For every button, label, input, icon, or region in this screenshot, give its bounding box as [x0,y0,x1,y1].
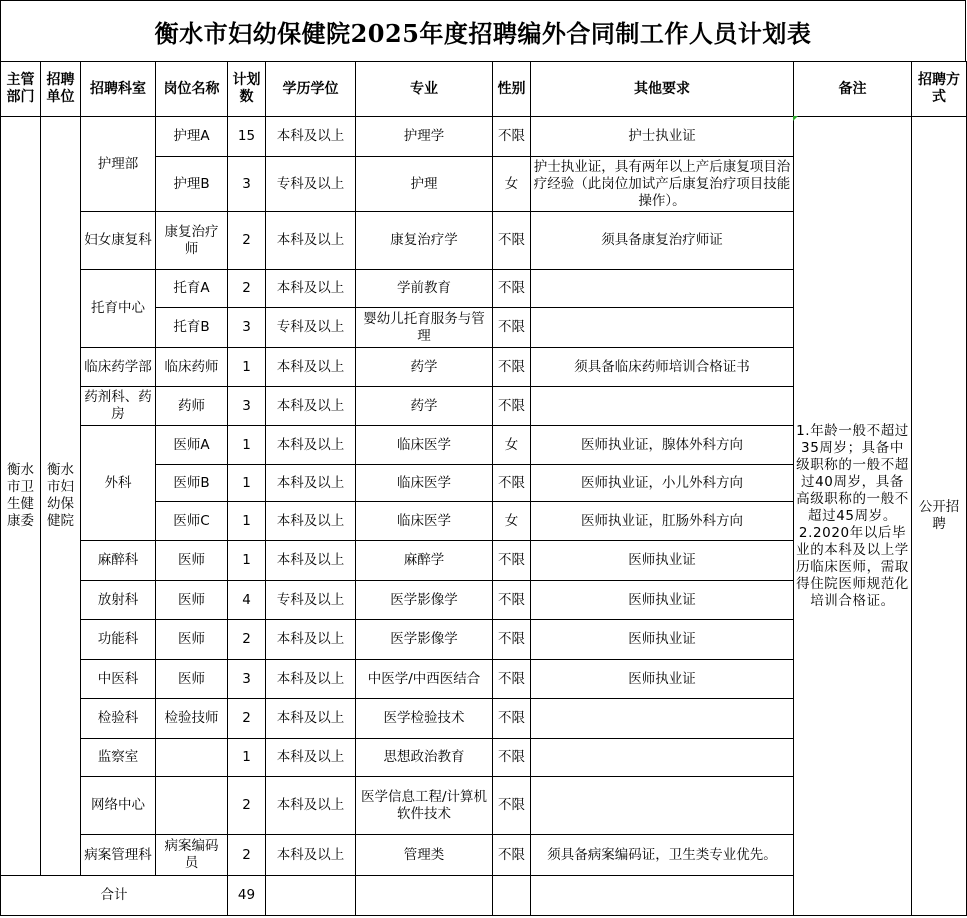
major-cell: 康复治疗学 [356,212,493,270]
section-cell: 外科 [81,426,156,541]
position-cell: 医师A [156,426,228,465]
position-cell: 托育B [156,308,228,348]
other-cell [531,270,794,308]
other-cell: 护士执业证 [531,117,794,157]
other-cell [531,387,794,426]
position-cell: 护理A [156,117,228,157]
edu-cell: 本科及以上 [266,777,356,835]
major-cell: 护理学 [356,117,493,157]
edu-cell: 本科及以上 [266,502,356,541]
edu-cell: 本科及以上 [266,270,356,308]
count-cell: 2 [228,835,266,876]
table-row [1,117,967,157]
count-cell: 4 [228,581,266,620]
gender-cell: 不限 [493,387,531,426]
position-cell: 临床药师 [156,348,228,387]
header-method: 招聘方式 [912,62,967,117]
header-row [1,62,967,117]
section-cell: 妇女康复科 [81,212,156,270]
major-cell: 医学检验技术 [356,699,493,739]
position-cell: 病案编码员 [156,835,228,876]
major-cell: 婴幼儿托育服务与管理 [356,308,493,348]
edu-cell: 本科及以上 [266,348,356,387]
dept-cell: 衡水市卫生健康委 [1,117,41,876]
unit-cell: 衡水市妇幼保健院 [41,117,81,876]
major-cell: 管理类 [356,835,493,876]
gender-cell: 女 [493,502,531,541]
count-cell: 1 [228,426,266,465]
position-cell: 托育A [156,270,228,308]
count-cell: 1 [228,465,266,502]
gender-cell: 不限 [493,620,531,660]
total-count: 49 [228,876,266,916]
major-cell: 护理 [356,157,493,212]
section-cell: 药剂科、药房 [81,387,156,426]
major-cell: 医学影像学 [356,581,493,620]
major-cell: 中医学/中西医结合 [356,660,493,699]
position-cell: 药师 [156,387,228,426]
other-cell [531,308,794,348]
gender-cell: 不限 [493,660,531,699]
section-cell: 监察室 [81,739,156,777]
gender-cell: 不限 [493,541,531,581]
header-unit: 招聘单位 [41,62,81,117]
edu-cell: 专科及以上 [266,581,356,620]
cell-comment-marker [793,116,798,121]
other-cell: 须具备康复治疗师证 [531,212,794,270]
section-cell: 临床药学部 [81,348,156,387]
gender-cell: 不限 [493,777,531,835]
total-label: 合计 [1,876,228,916]
edu-cell: 专科及以上 [266,308,356,348]
other-cell: 医师执业证 [531,620,794,660]
major-cell: 医学影像学 [356,620,493,660]
header-major: 专业 [356,62,493,117]
gender-cell: 不限 [493,835,531,876]
gender-cell: 不限 [493,308,531,348]
header-edu: 学历学位 [266,62,356,117]
position-cell: 医师 [156,660,228,699]
other-cell: 医师执业证，小儿外科方向 [531,465,794,502]
gender-cell: 不限 [493,699,531,739]
header-gender: 性别 [493,62,531,117]
recruitment-plan-table [0,61,967,916]
section-cell: 护理部 [81,117,156,212]
section-cell: 麻醉科 [81,541,156,581]
header-remark: 备注 [794,62,912,117]
other-cell: 须具备临床药师培训合格证书 [531,348,794,387]
gender-cell: 不限 [493,348,531,387]
edu-cell: 本科及以上 [266,212,356,270]
major-cell: 临床医学 [356,426,493,465]
header-section: 招聘科室 [81,62,156,117]
edu-cell: 本科及以上 [266,699,356,739]
position-cell: 医师 [156,581,228,620]
edu-cell: 本科及以上 [266,387,356,426]
gender-cell: 不限 [493,581,531,620]
gender-cell: 女 [493,426,531,465]
count-cell: 2 [228,620,266,660]
count-cell: 15 [228,117,266,157]
edu-cell: 本科及以上 [266,739,356,777]
position-cell: 检验技师 [156,699,228,739]
header-other: 其他要求 [531,62,794,117]
major-cell: 思想政治教育 [356,739,493,777]
count-cell: 3 [228,660,266,699]
position-cell [156,739,228,777]
edu-cell: 本科及以上 [266,426,356,465]
position-cell: 医师B [156,465,228,502]
other-cell: 须具备病案编码证，卫生类专业优先。 [531,835,794,876]
major-cell: 医学信息工程/计算机软件技术 [356,777,493,835]
position-cell: 医师C [156,502,228,541]
other-cell: 医师执业证 [531,581,794,620]
gender-cell: 不限 [493,739,531,777]
header-dept: 主管部门 [1,62,41,117]
edu-cell: 本科及以上 [266,465,356,502]
gender-cell: 不限 [493,270,531,308]
position-cell: 康复治疗师 [156,212,228,270]
gender-cell: 不限 [493,212,531,270]
edu-cell: 本科及以上 [266,541,356,581]
section-cell: 放射科 [81,581,156,620]
position-cell: 医师 [156,620,228,660]
count-cell: 3 [228,308,266,348]
total-empty-other [531,876,794,916]
other-cell [531,777,794,835]
header-count: 计划数 [228,62,266,117]
header-position: 岗位名称 [156,62,228,117]
section-cell: 托育中心 [81,270,156,348]
other-cell: 医师执业证，腺体外科方向 [531,426,794,465]
count-cell: 3 [228,387,266,426]
edu-cell: 本科及以上 [266,620,356,660]
page-title: 衡水市妇幼保健院2025年度招聘编外合同制工作人员计划表 [0,0,966,61]
gender-cell: 女 [493,157,531,212]
remark-cell: 1.年龄一般不超过35周岁；具备中级职称的一般不超过40周岁，具备高级职称的一般不超过45周岁。2.2020年以后毕业的本科及以上学历临床医师，需取得住院医师规范化培训合格证。 [794,117,912,916]
other-cell [531,699,794,739]
gender-cell: 不限 [493,465,531,502]
gender-cell: 不限 [493,117,531,157]
section-cell: 检验科 [81,699,156,739]
total-empty-edu [266,876,356,916]
major-cell: 药学 [356,348,493,387]
method-cell: 公开招聘 [912,117,967,916]
other-cell: 护士执业证，具有两年以上产后康复项目治疗经验（此岗位加试产后康复治疗项目技能操作）。 [531,157,794,212]
edu-cell: 专科及以上 [266,157,356,212]
other-cell: 医师执业证，肛肠外科方向 [531,502,794,541]
count-cell: 3 [228,157,266,212]
count-cell: 1 [228,739,266,777]
major-cell: 麻醉学 [356,541,493,581]
total-empty-gender [493,876,531,916]
position-cell: 医师 [156,541,228,581]
position-cell: 护理B [156,157,228,212]
count-cell: 2 [228,270,266,308]
other-cell: 医师执业证 [531,541,794,581]
count-cell: 1 [228,502,266,541]
major-cell: 学前教育 [356,270,493,308]
edu-cell: 本科及以上 [266,117,356,157]
count-cell: 2 [228,777,266,835]
section-cell: 功能科 [81,620,156,660]
major-cell: 临床医学 [356,502,493,541]
major-cell: 药学 [356,387,493,426]
section-cell: 网络中心 [81,777,156,835]
section-cell: 中医科 [81,660,156,699]
count-cell: 2 [228,699,266,739]
section-cell: 病案管理科 [81,835,156,876]
count-cell: 1 [228,348,266,387]
major-cell: 临床医学 [356,465,493,502]
other-cell [531,739,794,777]
edu-cell: 本科及以上 [266,660,356,699]
count-cell: 2 [228,212,266,270]
count-cell: 1 [228,541,266,581]
other-cell: 医师执业证 [531,660,794,699]
total-empty-major [356,876,493,916]
edu-cell: 本科及以上 [266,835,356,876]
position-cell [156,777,228,835]
